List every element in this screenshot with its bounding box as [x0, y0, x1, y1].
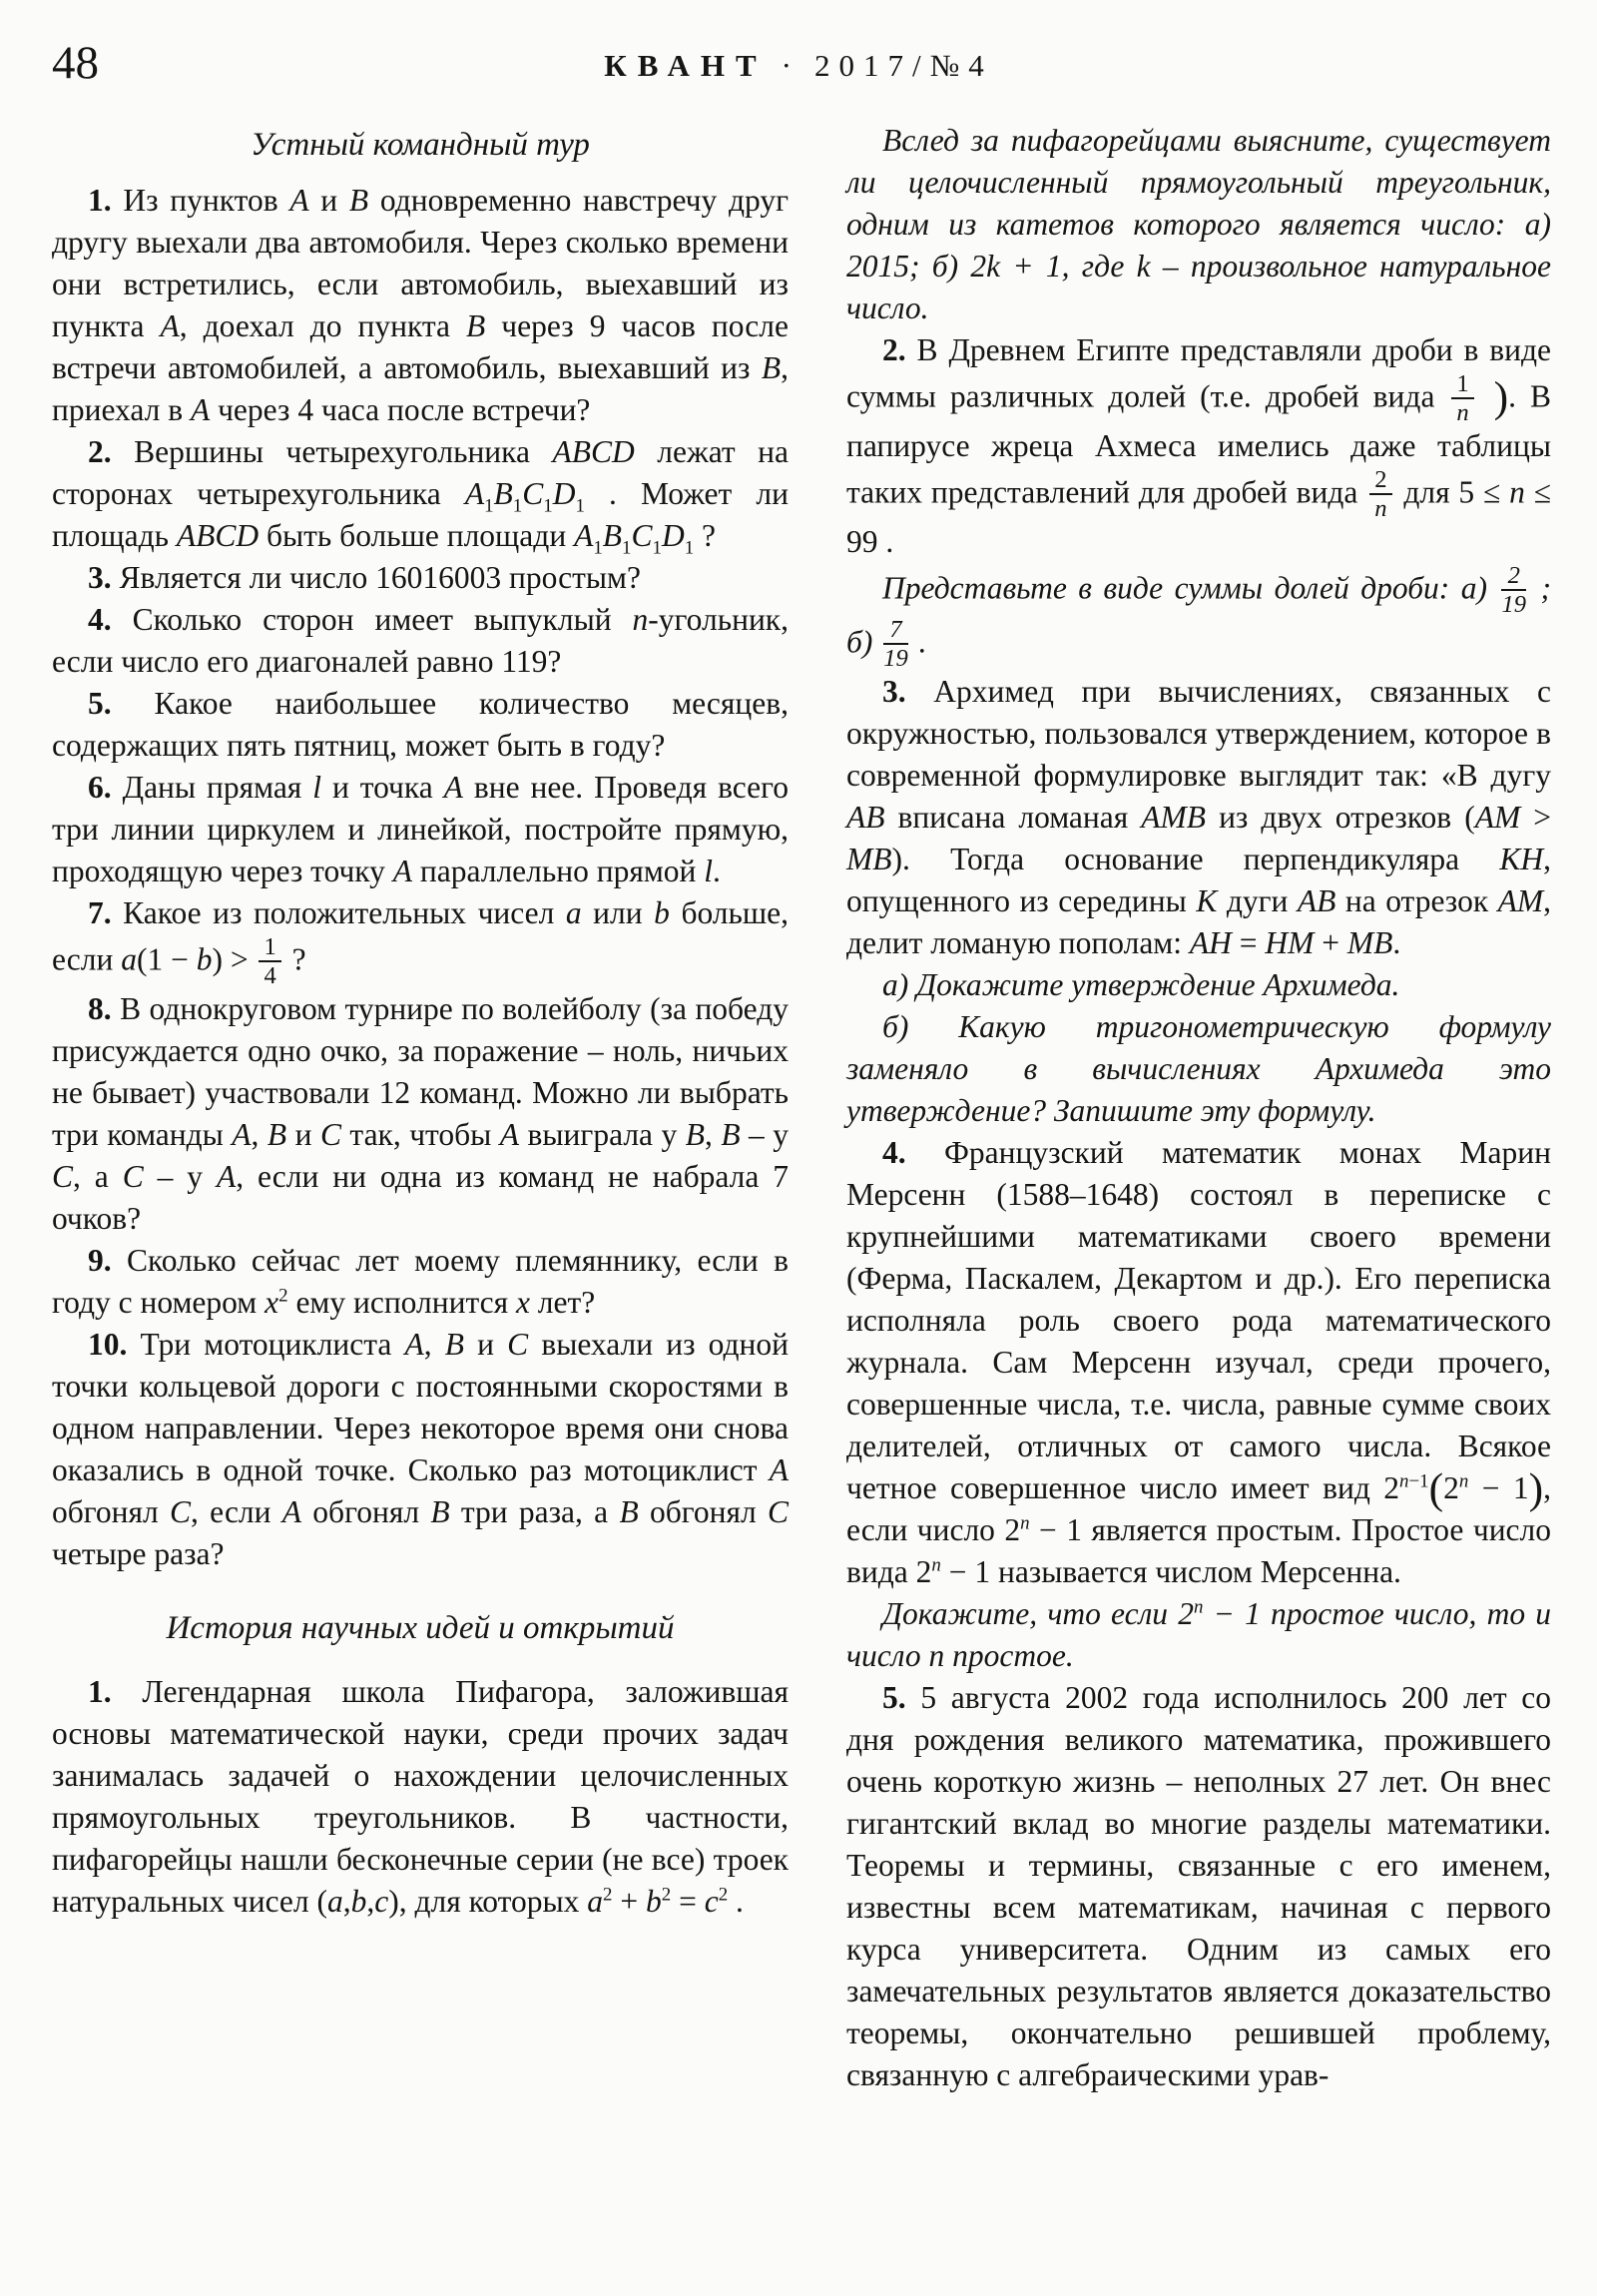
problem-8: 8. В однокруговом турнире по волейболу (за победу присуждается одно очко, за поражение – ноль, ничьих не бывает) участвовали 12 команд. Можно ли выбрать три команды A, B и C так, чтобы A выиграла у B, B – у C, а C – у A, если ни одна из команд не набрала 7 очков?: [52, 991, 790, 1237]
problem-7: 7. Какое из положительных чисел a или b больше, если a(1 − b) > $\frac{1}{4}$ ?: [52, 895, 790, 990]
page-header: [0, 38, 1597, 102]
problem-3: 3. Является ли число 16016003 простым?: [88, 560, 641, 595]
problem-1: 1. Из пунктов A и B одновременно навстречу друг другу выехали два автомобиля. Через сколько времени они встретились, если автомобиль, выехавший из пункта A, доехал до пункта B через 9 часов после встречи автомобилей, а автомобиль, выехавший из B, приехал в A через 4 часа после встречи?: [52, 183, 789, 427]
history-problem-2-task: Представьте в виде суммы долей дроби: а) $\frac{2}{19}$ ; б) $\frac{7}{19}$ .: [846, 562, 1551, 673]
problem-5: 5. Какое наибольшее количество месяцев, содержащих пять пятниц, может быть в году?: [52, 686, 789, 763]
history-problem-3: 3. Архимед при вычислениях, связанных с окружностью, пользовался утверждением, которое в современной формулировке выглядит так: «В дугу AB вписана ломаная AMB из двух отрезков (AM > MB). Тогда основание перпендикуляра KH, опущенного из середины K дуги AB на отрезок AM, делит ломаную пополам: AH = HM + MB.: [846, 674, 1552, 961]
problem-9: 9. Сколько сейчас лет моему племяннику, если в году с номером $x^2$ ему исполнится x лет?: [52, 1243, 789, 1321]
text-columns: [52, 120, 1551, 2096]
inline-fraction: $\frac{1}{n}$: [1451, 371, 1473, 425]
inline-fraction: $\frac{2}{19}$: [1501, 562, 1527, 619]
page-number: 48: [52, 37, 99, 89]
heading-history-of-ideas: История научных идей и открытий: [166, 1610, 675, 1647]
history-problem-3-task-b: б) Какую тригонометрическую формулу заменяло в вычислениях Архимеда это утверждение? Запишите эту формулу.: [846, 1009, 1551, 1129]
problem-6: 6. Даны прямая l и точка A вне нее. Проведя всего три линии циркулем и линейкой, постройте прямую, проходящую через точку A параллельно прямой l.: [52, 770, 790, 888]
left-column: [52, 120, 789, 2096]
masthead-separator: ·: [781, 48, 800, 83]
heading-oral-team-round: Устный командный тур: [251, 127, 590, 163]
inline-fraction: $\frac{7}{19}$: [883, 616, 908, 673]
history-problem-4-task: Докажите, что если $2^n - 1$ простое число, то и число n простое.: [846, 1596, 1551, 1674]
history-problem-1: 1. Легендарная школа Пифагора, заложившая основы математической науки, среди прочих задач занималась задачей о нахождении целочисленных прямоугольных треугольников. В частности, пифагорейцы нашли бесконечные серии (не все) троек натуральных чисел (a,b,c), для которых $a^2 + b^2 = c^2$ .: [52, 1674, 790, 1920]
issue-label: 2017/№4: [814, 48, 993, 83]
masthead: [0, 38, 1597, 84]
inline-fraction: $\frac{2}{n}$: [1369, 467, 1391, 521]
problem-2: 2. Вершины четырехугольника ABCD лежат на сторонах четырехугольника $A_1B_1C_1D_1$ . Может ли площадь ABCD быть больше площади $A_1B_1C_1D_1$ ?: [52, 434, 789, 559]
right-column: [846, 120, 1551, 2096]
history-problem-3-task-a: а) Докажите утверждение Архимеда.: [882, 967, 1400, 1003]
history-problem-5: 5. 5 августа 2002 года исполнилось 200 лет со дня рождения великого математика, прожившего очень короткую жизнь – неполных 27 лет. Он внес гигантский вклад во многие разделы математики. Теоремы и термины, связанные с его именем, известны всем математикам, начиная с первого курса университета. Одним из самых его замечательных результатов является доказательство теоремы, окончательно решившей проблему, связанную с алгебраическими урав-: [846, 1680, 1551, 2093]
inline-fraction: $\frac{1}{4}$: [259, 934, 280, 988]
history-problem-2: 2. В Древнем Египте представляли дроби в виде суммы различных долей (т.е. дробей вида $\frac{1}{n}$ ). В папирусе жреца Ахмеса имелись даже таблицы таких представлений для дробей вида $\frac{2}{n}$ для 5 ≤ n ≤ 99 .: [846, 332, 1552, 560]
history-problem-4: 4. Французский математик монах Марин Мерсенн (1588–1648) состоял в переписке с крупнейшими математиками своего времени (Ферма, Паскалем, Декартом и др.). Его переписка исполняла роль своего рода математического журнала. Сам Мерсенн изучал, среди прочего, совершенные числа, т.е. числа, равные сумме своих делителей, отличных от самого числа. Всякое четное совершенное число имеет вид $2^{n-1}(2^n - 1)$, если число $2^n - 1$ является простым. Простое число вида $2^n - 1$ называется числом Мерсенна.: [846, 1135, 1552, 1590]
history-problem-1-task: Вслед за пифагорейцами выясните, существует ли целочисленный прямоугольный треугольник, одним из катетов которого является число: а) 2015; б) 2k + 1, где k – произвольное натуральное число.: [846, 123, 1551, 325]
journal-title: КВАНТ: [604, 48, 768, 83]
problem-4: 4. Сколько сторон имеет выпуклый n-угольник, если число его диагоналей равно 119?: [52, 602, 789, 679]
problem-10: 10. Три мотоциклиста A, B и C выехали из одной точки кольцевой дороги с постоянными скоростями в одном направлении. Через некоторое время они снова оказались в одной точке. Сколько раз мотоциклист A обгонял C, если A обгонял B три раза, а B обгонял C четыре раза?: [52, 1327, 790, 1572]
